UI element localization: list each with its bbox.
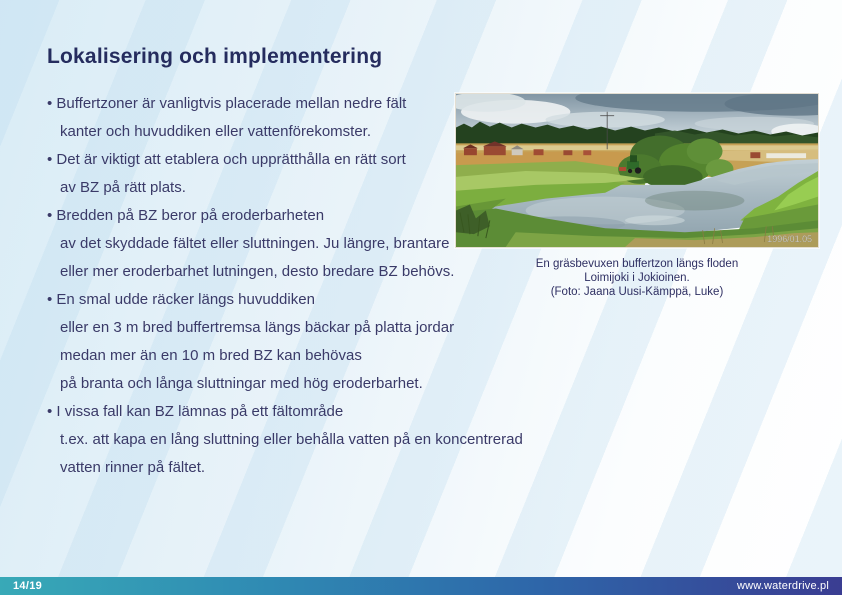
- photo-watermark: 1996/01.05: [767, 234, 813, 245]
- bullet-line: • En smal udde räcker längs huvuddiken: [47, 291, 315, 308]
- bullet-line: eller en 3 m bred buffertremsa längs bäckar på platta jordar: [60, 319, 455, 336]
- bullet-line: • Bredden på BZ beror på eroderbarheten: [47, 207, 325, 224]
- bullet-line: • Det är viktigt att etablera och upprätthålla en rätt sort: [47, 151, 406, 168]
- bullet-line: t.ex. att kapa en lång sluttning eller behålla vatten på en koncentrerad: [60, 431, 523, 448]
- figure: [455, 93, 819, 299]
- bullet-line: medan mer än en 10 m bred BZ kan behövas: [60, 347, 362, 364]
- caption-line: Loimijoki i Jokioinen.: [584, 272, 690, 284]
- bullet-line: av BZ på rätt plats.: [60, 179, 186, 196]
- bullet-line: vatten rinner på fältet.: [60, 459, 206, 476]
- caption-line: (Foto: Jaana Uusi-Kämppä, Luke): [550, 286, 724, 298]
- bullet-line: kanter och huvuddiken eller vattenförekomster.: [60, 123, 372, 140]
- footer-bar: [0, 577, 842, 595]
- bullet-line: på branta och långa sluttningar med hög eroderbarhet.: [60, 375, 423, 392]
- bullet-line: av det skyddade fältet eller sluttningen. Ju längre, brantare: [60, 235, 450, 252]
- figure-caption: [455, 257, 819, 299]
- website-link[interactable]: www.waterdrive.pl: [736, 580, 829, 592]
- bullet-line: • Buffertzoner är vanligtvis placerade mellan nedre fält: [47, 95, 407, 112]
- page-title: Lokalisering och implementering: [47, 45, 383, 68]
- bullet-line: eller mer eroderbarhet lutningen, desto bredare BZ behövs.: [60, 263, 455, 280]
- page-number: 14/19: [13, 580, 43, 592]
- caption-line: En gräsbevuxen buffertzon längs floden: [535, 258, 739, 270]
- river-landscape-photo: [455, 93, 819, 248]
- bullet-line: • I vissa fall kan BZ lämnas på ett fältområde: [47, 403, 344, 420]
